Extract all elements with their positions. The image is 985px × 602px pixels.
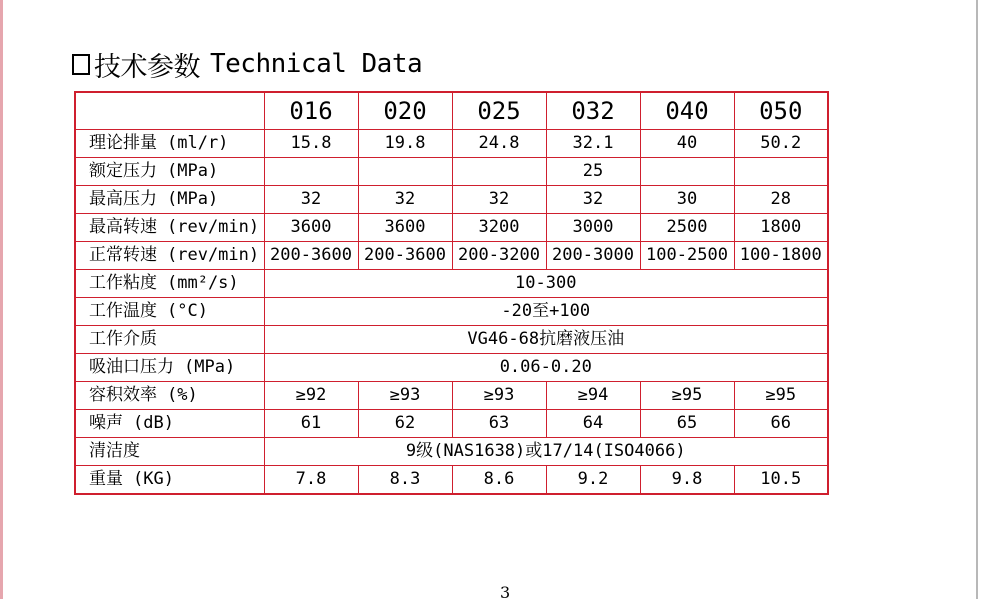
parameter-unit: (rev/min) — [167, 217, 260, 237]
value-cell — [452, 158, 546, 186]
table-row — [75, 354, 828, 382]
value-cell: 8.6 — [452, 466, 546, 495]
value-cell: 28 — [734, 186, 828, 214]
checkbox-square-icon — [72, 54, 90, 75]
value-cell: 63 — [452, 410, 546, 438]
value-cell: ≥92 — [264, 382, 358, 410]
parameter-name: 工作介质 — [89, 329, 157, 349]
value-cell: 200-3000 — [546, 242, 640, 270]
value-cell: 1800 — [734, 214, 828, 242]
parameter-name: 吸油口压力 — [89, 357, 174, 377]
model-header-row — [75, 92, 828, 130]
parameter-unit: (°C) — [167, 301, 208, 321]
value-cell: 66 — [734, 410, 828, 438]
parameter-label-cell — [75, 298, 264, 326]
value-cell: ≥93 — [452, 382, 546, 410]
merged-value-cell: 0.06-0.20 — [264, 354, 828, 382]
parameter-label-cell — [75, 382, 264, 410]
value-cell: 50.2 — [734, 130, 828, 158]
parameter-label-cell — [75, 354, 264, 382]
page-left-border — [0, 0, 3, 599]
value-cell: ≥93 — [358, 382, 452, 410]
parameter-label-cell — [75, 242, 264, 270]
parameter-name: 最高压力 — [89, 189, 157, 209]
value-cell: 30 — [640, 186, 734, 214]
value-cell: 15.8 — [264, 130, 358, 158]
parameter-name: 重量 — [89, 469, 123, 489]
value-cell: 65 — [640, 410, 734, 438]
merged-value-cell: 9级(NAS1638)或17/14(ISO4066) — [264, 438, 828, 466]
value-cell — [734, 158, 828, 186]
parameter-unit: (mm²/s) — [167, 273, 239, 293]
table-row — [75, 438, 828, 466]
parameter-unit: (MPa) — [167, 189, 219, 209]
parameter-name: 清洁度 — [89, 441, 140, 461]
value-cell: 24.8 — [452, 130, 546, 158]
model-header-cell: 025 — [452, 92, 546, 130]
value-cell: 100-1800 — [734, 242, 828, 270]
value-cell: 200-3600 — [358, 242, 452, 270]
parameter-label-cell — [75, 270, 264, 298]
value-cell: ≥95 — [640, 382, 734, 410]
value-cell: 3200 — [452, 214, 546, 242]
parameter-name: 理论排量 — [89, 133, 157, 153]
parameter-name: 正常转速 — [89, 245, 157, 265]
model-header-cell: 050 — [734, 92, 828, 130]
merged-value-cell: VG46-68抗磨液压油 — [264, 326, 828, 354]
header-corner-cell — [75, 92, 264, 130]
model-header-cell: 040 — [640, 92, 734, 130]
value-cell: 25 — [546, 158, 640, 186]
merged-value-cell: -20至+100 — [264, 298, 828, 326]
model-header-cell: 020 — [358, 92, 452, 130]
parameter-unit: (MPa) — [167, 161, 219, 181]
value-cell: 32 — [546, 186, 640, 214]
merged-value-cell: 10-300 — [264, 270, 828, 298]
value-cell: 100-2500 — [640, 242, 734, 270]
value-cell: 9.8 — [640, 466, 734, 495]
parameter-label-cell — [75, 214, 264, 242]
parameter-name: 最高转速 — [89, 217, 157, 237]
value-cell: 200-3200 — [452, 242, 546, 270]
value-cell: 32 — [452, 186, 546, 214]
heading-title-en: Technical Data — [210, 49, 423, 79]
page-right-border — [976, 0, 978, 599]
value-cell: 2500 — [640, 214, 734, 242]
value-cell: 3600 — [264, 214, 358, 242]
parameter-name: 工作温度 — [89, 301, 157, 321]
value-cell: 64 — [546, 410, 640, 438]
table-row — [75, 298, 828, 326]
table-row — [75, 130, 828, 158]
parameter-unit: (KG) — [133, 469, 174, 489]
parameter-unit: (rev/min) — [167, 245, 260, 265]
value-cell: 3000 — [546, 214, 640, 242]
value-cell: 9.2 — [546, 466, 640, 495]
value-cell: 3600 — [358, 214, 452, 242]
value-cell: 62 — [358, 410, 452, 438]
value-cell: ≥95 — [734, 382, 828, 410]
parameter-unit: (%) — [167, 385, 198, 405]
parameter-label-cell — [75, 130, 264, 158]
parameter-label-cell — [75, 410, 264, 438]
value-cell: 32 — [358, 186, 452, 214]
value-cell: 200-3600 — [264, 242, 358, 270]
table-row — [75, 382, 828, 410]
parameter-label-cell — [75, 466, 264, 495]
parameter-name: 容积效率 — [89, 385, 157, 405]
section-heading — [72, 44, 422, 84]
parameter-name: 工作粘度 — [89, 273, 157, 293]
parameter-name: 额定压力 — [89, 161, 157, 181]
technical-data-table — [74, 91, 829, 495]
table-row — [75, 326, 828, 354]
value-cell: 32 — [264, 186, 358, 214]
table-row — [75, 158, 828, 186]
parameter-unit: (ml/r) — [167, 133, 229, 153]
value-cell — [358, 158, 452, 186]
value-cell: 61 — [264, 410, 358, 438]
parameter-label-cell — [75, 326, 264, 354]
parameter-label-cell — [75, 186, 264, 214]
parameter-label-cell — [75, 158, 264, 186]
table-row — [75, 466, 828, 495]
value-cell: 40 — [640, 130, 734, 158]
value-cell: 8.3 — [358, 466, 452, 495]
parameter-unit: (dB) — [133, 413, 174, 433]
value-cell — [640, 158, 734, 186]
table-row — [75, 270, 828, 298]
value-cell — [264, 158, 358, 186]
table-row — [75, 242, 828, 270]
value-cell: 7.8 — [264, 466, 358, 495]
page-number: 3 — [500, 583, 511, 602]
table-row — [75, 186, 828, 214]
value-cell: 32.1 — [546, 130, 640, 158]
heading-title-cn: 技术参数 — [94, 51, 200, 83]
parameter-unit: (MPa) — [184, 357, 236, 377]
model-header-cell: 032 — [546, 92, 640, 130]
model-header-cell: 016 — [264, 92, 358, 130]
value-cell: 19.8 — [358, 130, 452, 158]
parameter-name: 噪声 — [89, 413, 123, 433]
parameter-label-cell — [75, 438, 264, 466]
table-row — [75, 410, 828, 438]
value-cell: ≥94 — [546, 382, 640, 410]
table-row — [75, 214, 828, 242]
value-cell: 10.5 — [734, 466, 828, 495]
